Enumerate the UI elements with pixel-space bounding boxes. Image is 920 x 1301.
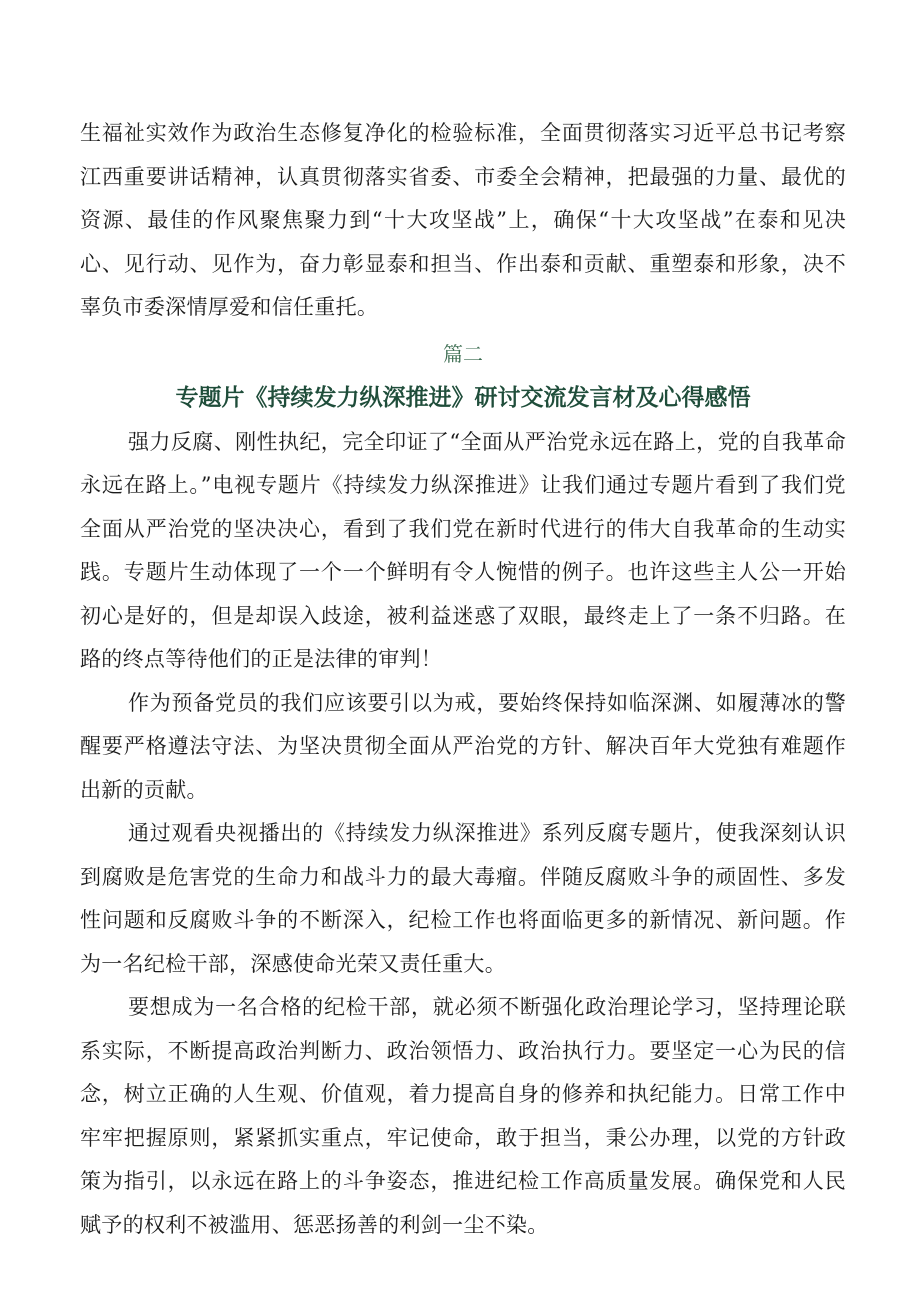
intro-paragraph: 生福祉实效作为政治生态修复净化的检验标准，全面贯彻落实习近平总书记考察江西重要讲话精神，认真贯彻落实省委、市委全会精神，把最强的力量、最优的资源、最佳的作风聚焦聚力到“十大攻坚战”上，确保“十大攻坚战”在泰和见决心、见行动、见作为，奋力彰显泰和担当、作出泰和贡献、重塑泰和形象，决不辜负市委深情厚爱和信任重托。 bbox=[80, 121, 846, 319]
body-paragraph: 通过观看央视播出的《持续发力纵深推进》系列反腐专题片，使我深刻认识到腐败是危害党的生命力和战斗力的最大毒瘤。伴随反腐败斗争的顽固性、多发性问题和反腐败斗争的不断深入，纪检工作也将面临更多的新情况、新问题。作为一名纪检干部，深感使命光荣又责任重大。 bbox=[80, 821, 846, 976]
section-label: 篇二 bbox=[443, 341, 483, 366]
section-title: 专题片《持续发力纵深推进》研讨交流发言材及心得感悟 bbox=[175, 384, 751, 411]
body-paragraph: 要想成为一名合格的纪检干部，就必须不断强化政治理论学习，坚持理论联系实际，不断提高政治判断力、政治领悟力、政治执行力。要坚定一心为民的信念，树立正确的人生观、价值观，着力提高自身的修养和执纪能力。日常工作中牢牢把握原则，紧紧抓实重点，牢记使命，敢于担当，秉公办理，以党的方针政策为指引，以永远在路上的斗争姿态，推进纪检工作高质量发展。确保党和人民赋予的权利不被滥用、惩恶扬善的利剑一尘不染。 bbox=[80, 995, 846, 1237]
body-paragraph: 强力反腐、刚性执纪，完全印证了“全面从严治党永远在路上，党的自我革命永远在路上。”电视专题片《持续发力纵深推进》让我们通过专题片看到了我们党全面从严治党的坚决决心，看到了我们党在新时代进行的伟大自我革命的生动实践。专题片生动体现了一个一个鲜明有令人惋惜的例子。也许这些主人公一开始初心是好的，但是却误入歧途，被利益迷惑了双眼，最终走上了一条不归路。在路的终点等待他们的正是法律的审判！ bbox=[80, 429, 846, 671]
body-paragraph: 作为预备党员的我们应该要引以为戒，要始终保持如临深渊、如履薄冰的警醒要严格遵法守法、为坚决贯彻全面从严治党的方针、解决百年大党独有难题作出新的贡献。 bbox=[80, 690, 846, 802]
document-body bbox=[80, 112, 846, 1247]
